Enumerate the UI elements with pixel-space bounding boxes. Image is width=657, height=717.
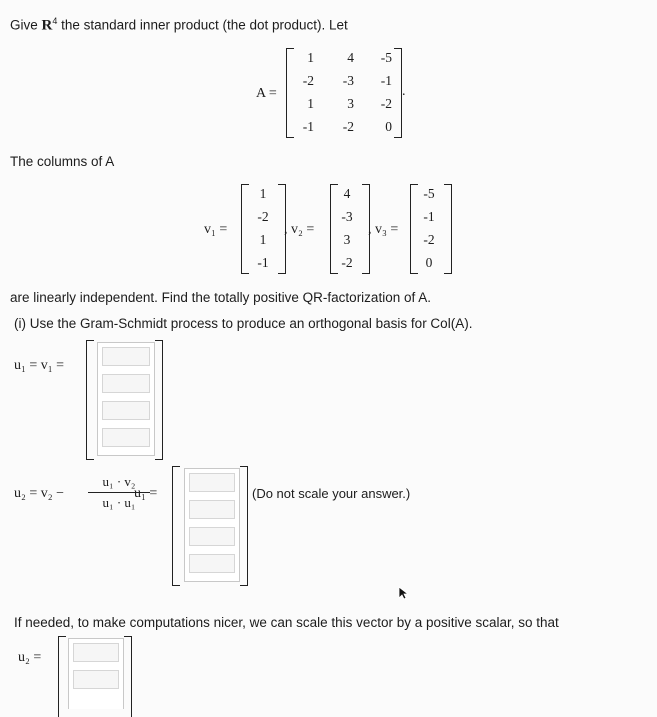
v3-entry: -1 (423, 209, 435, 224)
scale-instructions: If needed, to make computations nicer, we can scale this vector by a positive scalar, so that (14, 615, 559, 630)
matrix-a-cell: -2 (302, 73, 314, 88)
u2-entry-4-input[interactable] (189, 554, 235, 573)
u2-scaled-entry-2-input[interactable] (73, 670, 119, 689)
v2-entry: -2 (341, 255, 353, 270)
u2-scaled-right-bracket (124, 636, 132, 717)
independence-text: are linearly independent. Find the totally positive QR-factorization of A. (10, 290, 431, 305)
v1-left-bracket (241, 184, 249, 274)
u1-entry-4-input[interactable] (102, 428, 150, 447)
mouse-cursor-icon (398, 586, 410, 600)
matrix-a-cell: 1 (307, 96, 314, 111)
matrix-a-cell: -2 (380, 96, 392, 111)
projection-denominator: u₁ · u₁ (102, 495, 136, 510)
matrix-a-cell: -5 (380, 50, 392, 65)
v3-entry: -2 (423, 232, 435, 247)
matrix-a-cell: 0 (385, 119, 392, 134)
u1-label: u₁ = v₁ = (14, 358, 65, 373)
v2-label: , v₂ = (284, 222, 315, 237)
matrix-a-label: A = (256, 86, 277, 101)
part-i-instructions: (i) Use the Gram-Schmidt process to produce an orthogonal basis for Col(A). (14, 316, 473, 331)
v2-entry: 3 (343, 232, 351, 247)
u2-scaled-entry-1-input[interactable] (73, 643, 119, 662)
matrix-a-cell: -1 (380, 73, 392, 88)
v3-label: , v₃ = (368, 222, 399, 237)
intro-text: Give $R^4$ the standard inner product (the dot product). Let (10, 16, 348, 34)
r-space-symbol: R (41, 17, 53, 34)
matrix-a-cell: -3 (342, 73, 354, 88)
v1-entry: -2 (257, 209, 269, 224)
v3-entry: 0 (425, 255, 433, 270)
no-scale-note: (Do not scale your answer.) (252, 486, 411, 501)
u2-right-bracket (240, 466, 248, 586)
matrix-a-cell: -1 (302, 119, 314, 134)
columns-text: The columns of A (10, 154, 115, 169)
u1-entry-2-input[interactable] (102, 374, 150, 393)
u2-entry-3-input[interactable] (189, 527, 235, 546)
u1-left-bracket (86, 340, 94, 460)
matrix-a-period: . (402, 84, 406, 99)
u2-equals-label: u₁ = (134, 486, 158, 501)
v1-label: v₁ = (204, 222, 228, 237)
v1-entry: 1 (259, 232, 267, 247)
u1-entry-3-input[interactable] (102, 401, 150, 420)
v1-entry: 1 (259, 186, 267, 201)
matrix-a-cell: -2 (342, 119, 354, 134)
v1-entry: -1 (257, 255, 269, 270)
u2-left-bracket (172, 466, 180, 586)
u2-entry-2-input[interactable] (189, 500, 235, 519)
u1-answer-group (97, 342, 155, 456)
u2-scaled-answer-group (68, 638, 124, 709)
v2-entry: -3 (341, 209, 353, 224)
u2-entry-1-input[interactable] (189, 473, 235, 492)
v3-entry: -5 (423, 186, 435, 201)
matrix-a-cell: 4 (347, 50, 354, 65)
u1-right-bracket (155, 340, 163, 460)
projection-numerator: u₁ · v₂ (102, 474, 136, 489)
matrix-a-right-bracket (394, 48, 402, 138)
matrix-a-cell: 1 (307, 50, 314, 65)
v3-left-bracket (410, 184, 418, 274)
v2-entry: 4 (343, 186, 351, 201)
u1-entry-1-input[interactable] (102, 347, 150, 366)
u2-scaled-left-bracket (58, 636, 66, 717)
u2-answer-group (184, 468, 240, 582)
v3-right-bracket (444, 184, 452, 274)
u2-scaled-label: u₂ = (18, 650, 42, 665)
matrix-a-cell: 3 (347, 96, 354, 111)
u2-label: u₂ = v₂ − (14, 486, 65, 501)
